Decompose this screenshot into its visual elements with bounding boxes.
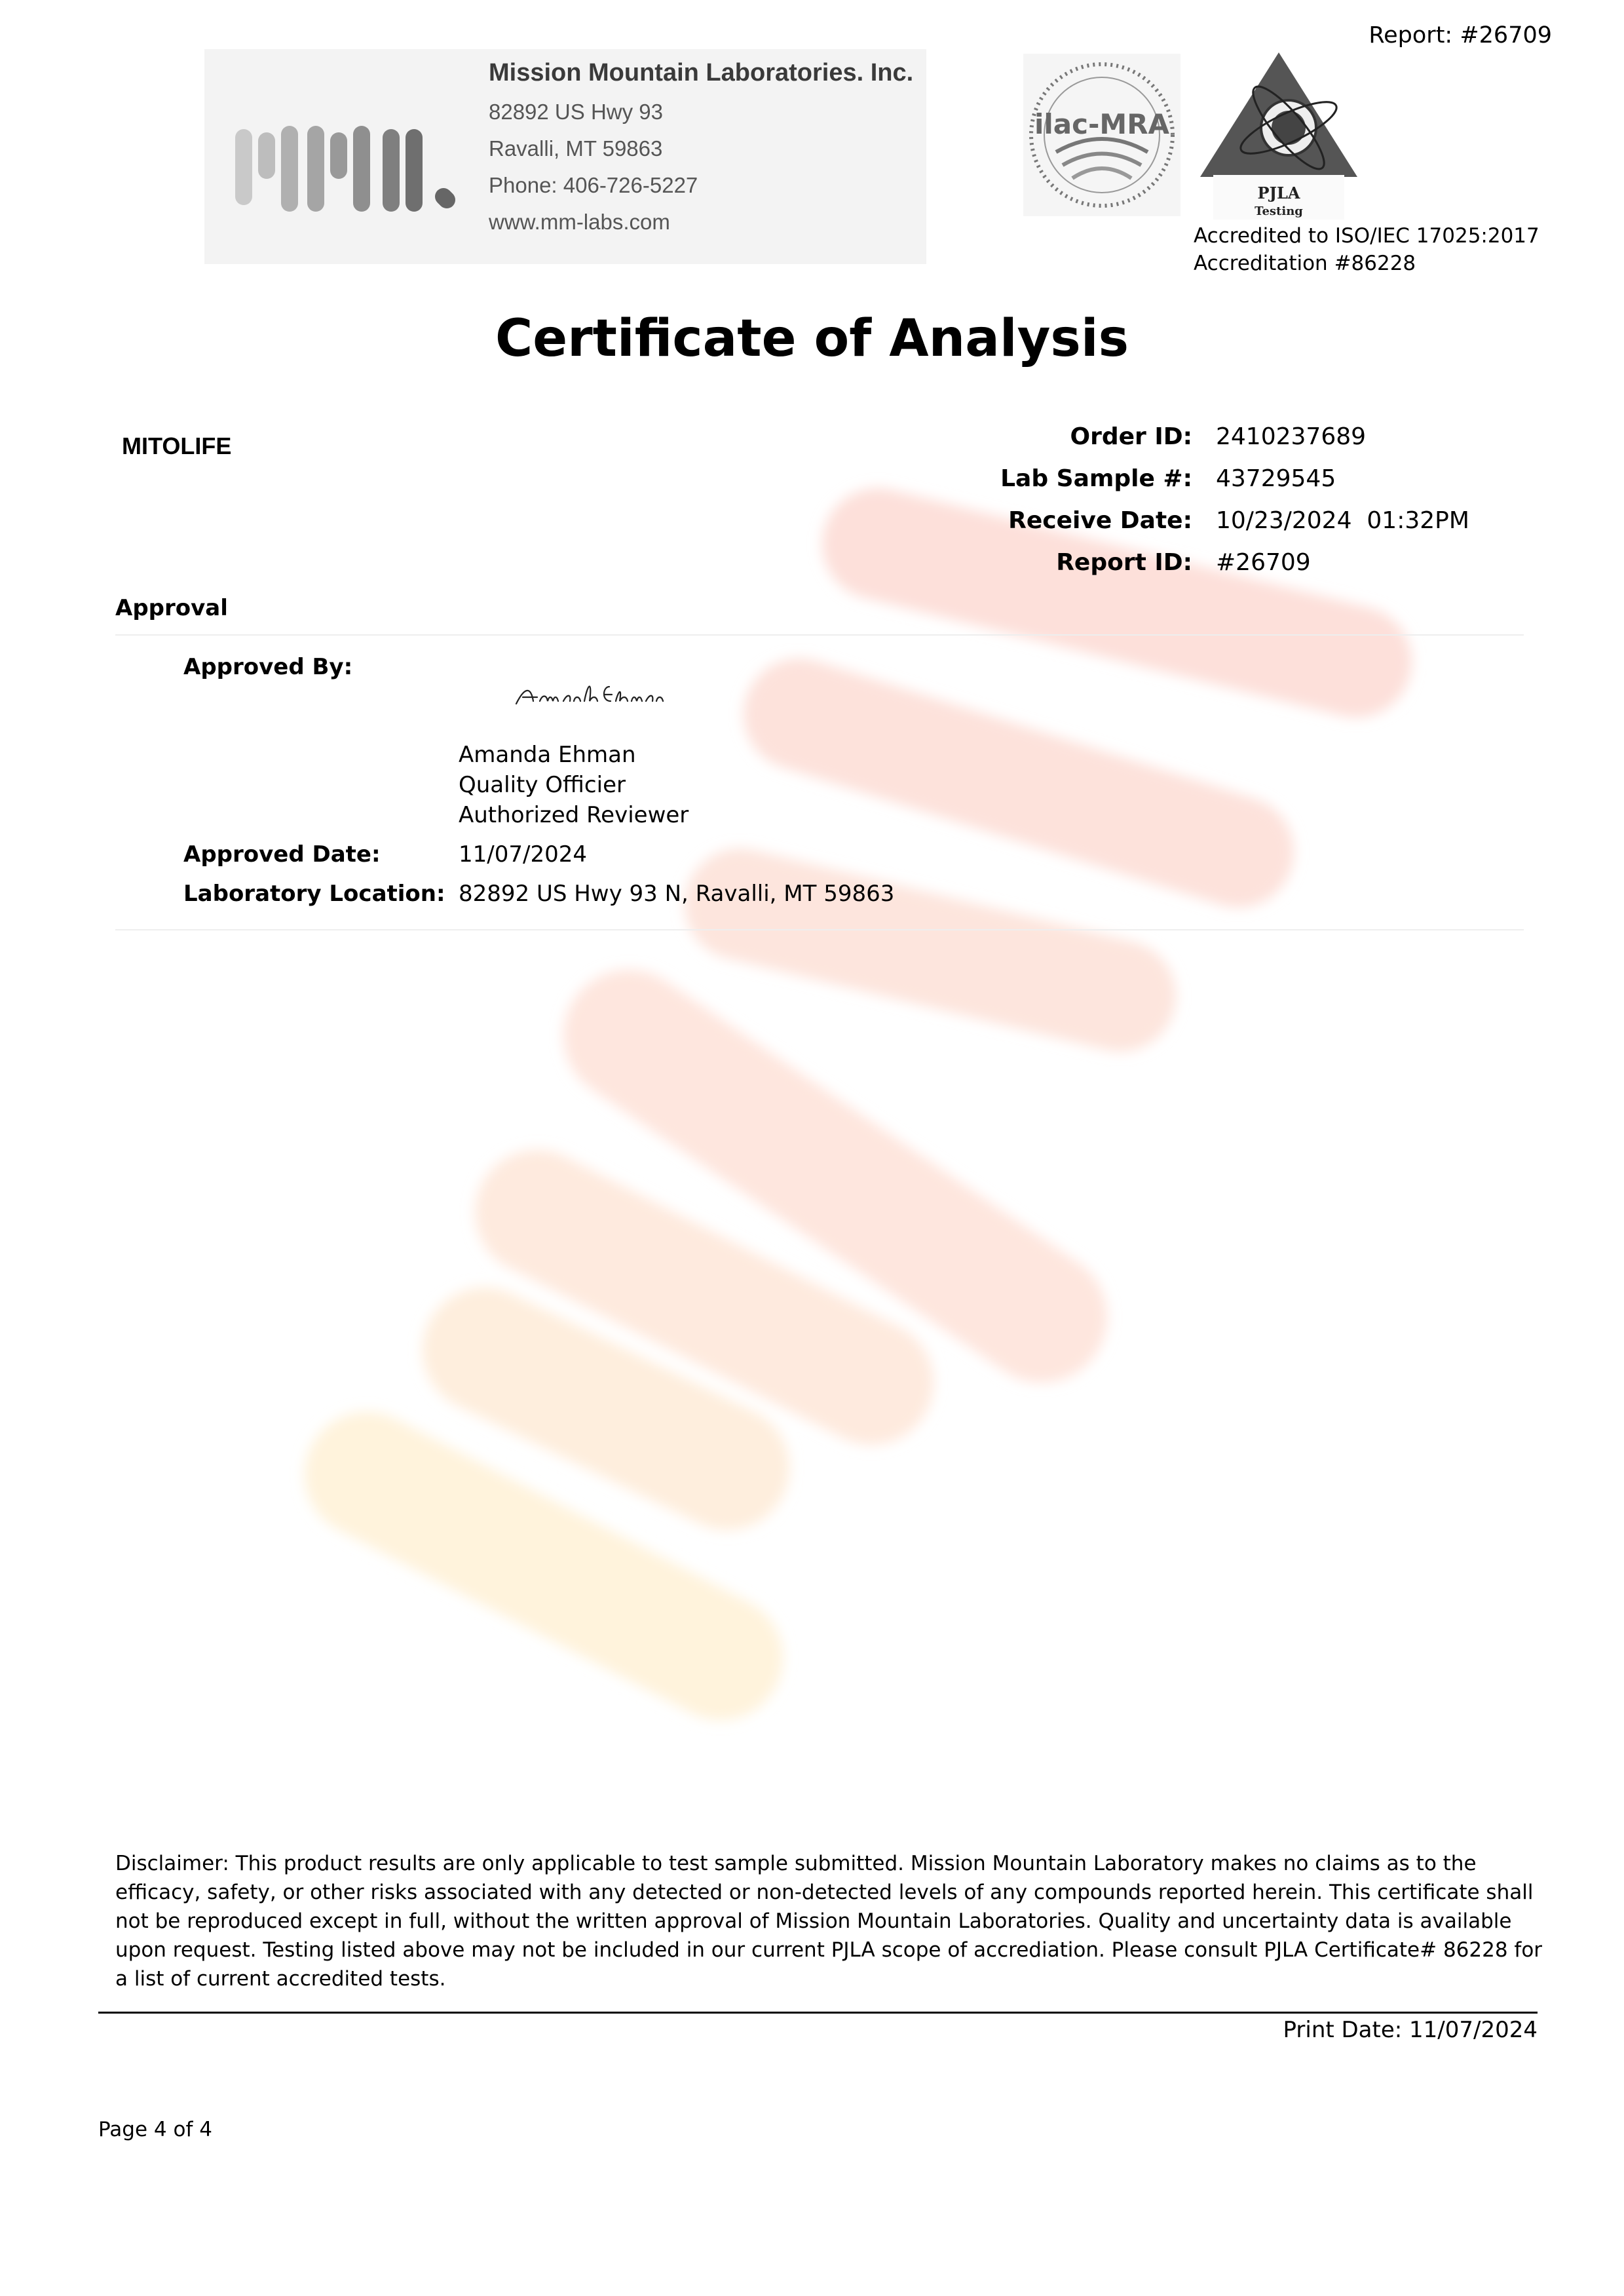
order-id-value: 2410237689 [1216,423,1367,450]
pjla-label: PJLA [1257,183,1300,202]
lab-address-line2: Ravalli, MT 59863 [489,136,663,161]
disclaimer-text: Disclaimer: This product results are only applicable to test sample submitted. Mission Mountain Laboratory makes no claims as to the efficacy, safety, or other risks associated with any detected or non-detected levels of any compounds reported herein. This certificate shall not be reproduced except in full, without the written approval of Mission Mountain Laboratories. Quality and uncertainty data is available upon request. Testing listed above may not be included in our current PJLA scope of accrediation. Please consult PJLA Certificate# 86228 for a list of current accredited tests. [115,1852,1543,1991]
approved-date-value: 11/07/2024 [459,841,587,868]
lab-location-value: 82892 US Hwy 93 N, Ravalli, MT 59863 [459,881,895,907]
pjla-sub-label: Testing [1255,204,1303,218]
pjla-logo [1194,49,1364,220]
pjla-triangle-icon [1194,49,1364,220]
page-title: Certificate of Analysis [495,309,1129,368]
report-number: Report: #26709 [1369,22,1552,48]
signature-image [511,675,681,714]
lab-location-label: Laboratory Location: [183,881,445,907]
report-id-value: #26709 [1216,549,1311,576]
approver-name: Amanda Ehman [459,742,636,768]
receive-date-value: 10/23/2024 01:32PM [1216,507,1469,534]
report-id-label: Report ID: [1056,549,1192,576]
lab-address-line1: 82892 US Hwy 93 [489,100,663,124]
lab-phone: Phone: 406-726-5227 [489,173,698,197]
accreditation-number: Accreditation #86228 [1194,252,1416,275]
print-date: Print Date: 11/07/2024 [1283,2017,1538,2043]
approved-date-label: Approved Date: [183,841,381,868]
watermark-bar [629,1035,1042,1317]
lab-sample-value: 43729545 [1216,465,1336,492]
approval-section-title: Approval [115,595,228,621]
lab-sample-label: Lab Sample #: [1000,465,1192,492]
watermark-bar [740,904,1120,996]
watermark-bar [537,1212,871,1383]
client-name: MITOLIFE [122,432,232,459]
approver-title: Authorized Reviewer [459,802,689,828]
page-number: Page 4 of 4 [98,2118,212,2141]
approved-by-label: Approved By: [183,654,353,680]
watermark-bar [485,1350,727,1468]
ilac-label: ilac-MRA [1034,108,1170,140]
order-id-label: Order ID: [1070,423,1192,450]
footer-rule [98,2012,1538,2014]
watermark-bar [367,1474,721,1658]
watermark-bar [799,714,1238,852]
mml-logo-icon [231,88,480,220]
receive-date-label: Receive Date: [1008,507,1192,534]
approver-role: Quality Officier [459,772,626,798]
lab-website: www.mm-labs.com [489,210,670,234]
ilac-seal-icon [1023,54,1180,216]
approval-top-rule [115,634,1524,636]
accreditation-standard: Accredited to ISO/IEC 17025:2017 [1194,224,1539,248]
ilac-mra-logo [1023,54,1180,216]
lab-name: Mission Mountain Laboratories. Inc. [489,59,914,86]
approval-bottom-rule [115,929,1524,930]
